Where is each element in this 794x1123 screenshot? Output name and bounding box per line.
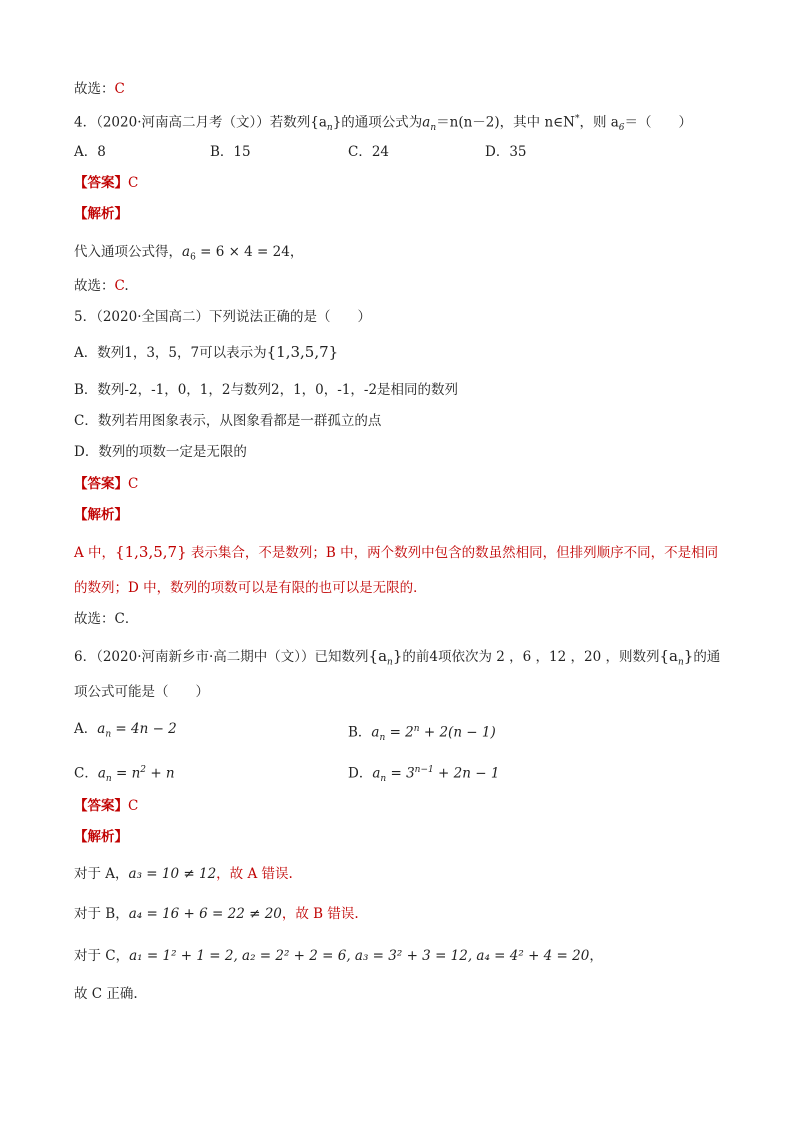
option-math-sub: n <box>105 774 112 785</box>
q3-conclusion <box>74 79 125 99</box>
q5-stem: 5．（2020·全国高二）下列说法正确的是（ ） <box>74 309 371 325</box>
q5-analysis-line-1 <box>74 542 718 563</box>
q5-option-d: D．数列的项数一定是无限的 <box>74 444 247 460</box>
q6-option-b <box>348 719 496 748</box>
conclusion-prefix: 故选： <box>74 81 115 97</box>
answer-value: C <box>128 798 139 814</box>
q6-analysis-line-1 <box>74 864 293 884</box>
option-math-sub: n <box>380 774 387 785</box>
q5-option-a <box>74 342 338 363</box>
q6-seq-close: } <box>392 647 403 665</box>
answer-tag: 【答案】 <box>74 175 128 191</box>
q4-analysis-tag: 【解析】 <box>74 206 128 222</box>
q4-option-c: C．24 <box>348 144 390 160</box>
q5-option-a-set: {1,3,5,7} <box>266 343 339 361</box>
analysis-text: 对于 B， <box>74 906 129 922</box>
analysis-end: ， <box>289 244 304 260</box>
q4-analysis <box>74 242 303 268</box>
q4-stem-sub: 6 <box>618 123 625 134</box>
answer-tag: 【答案】 <box>74 798 128 814</box>
q5-analysis-tag: 【解析】 <box>74 507 128 523</box>
option-math: a <box>97 765 106 782</box>
q5-analysis-line-2: 的数列；D 中，数列的项数可以是有限的也可以是无限的． <box>74 580 427 596</box>
analysis-math-rhs: = 6 × 4 = 24 <box>195 244 290 260</box>
q5-answer <box>74 474 138 494</box>
q4-stem-text: 4．（2020·河南高二月考（文））若数列 <box>74 114 311 131</box>
q6-seq-2-sub: n <box>677 657 684 668</box>
q6-seq: {a <box>368 647 388 665</box>
q6-analysis-line-3 <box>74 946 603 966</box>
analysis-text: 对于 C， <box>74 948 130 964</box>
q4-seq-close: } <box>332 114 342 131</box>
option-label: B． <box>348 724 372 741</box>
q6-stem-line-2: 项公式可能是（ ） <box>74 684 209 700</box>
answer-tag: 【答案】 <box>74 476 128 492</box>
q6-stem-text: 6．（2020·河南新乡市·高二期中（文））已知数列 <box>74 649 369 665</box>
conclusion-value: C <box>114 278 125 294</box>
analysis-text: 代入通项公式得， <box>74 244 182 260</box>
q4-seq: {a <box>310 114 327 131</box>
q6-analysis-line-4: 故 C 正确. <box>74 986 138 1002</box>
option-math: a <box>371 724 380 741</box>
conclusion-end: . <box>124 278 129 294</box>
q5-option-c: C．数列若用图象表示，从图象看都是一群孤立的点 <box>74 413 382 429</box>
q6-option-d <box>348 760 499 789</box>
option-math: a <box>97 721 106 737</box>
q4-option-a: A．8 <box>74 144 106 160</box>
q6-seq-2: {a <box>659 647 678 665</box>
q6-analysis-line-2 <box>74 904 359 924</box>
q6-option-c <box>74 760 175 789</box>
option-math-rhs-b: + n <box>146 765 175 782</box>
q4-option-b: B．15 <box>210 144 251 160</box>
option-math-rhs: = 2 <box>385 724 414 741</box>
option-math-rhs-b: + 2n − 1 <box>433 765 500 782</box>
q4-stem-text-c: ，则 a <box>579 114 619 131</box>
answer-value: C <box>128 175 139 191</box>
analysis-text-b: ，故 B 错误. <box>281 906 359 922</box>
q4-stem-text-b: 的通项公式为 <box>341 114 423 131</box>
q4-conclusion <box>74 276 129 296</box>
q4-stem <box>74 109 692 138</box>
analysis-math: a₁ = 1² + 1 = 2, a₂ = 2² + 2 = 6, a₃ = 3² + 3 = 12, a₄ = 4² + 4 = 20 <box>129 948 590 964</box>
q6-stem-text-b: 的前4项依次为 2 ，6 ，12 ，20 ，则数列 <box>402 649 660 665</box>
q6-option-a <box>74 719 177 745</box>
option-label: D． <box>348 765 373 782</box>
option-math-sub: n <box>379 733 386 744</box>
q4-stem-text-d: ＝（ ） <box>624 114 693 131</box>
q4-formula-rhs: ＝n(n－2)，其中 n∈N <box>436 114 575 131</box>
option-math-sup: n−1 <box>414 765 434 775</box>
conclusion-value: C <box>114 81 125 97</box>
option-math-rhs: = 3 <box>386 765 415 782</box>
q4-formula: a <box>422 114 431 131</box>
option-label: A． <box>74 721 98 737</box>
option-math-rhs: = 4n − 2 <box>111 721 177 737</box>
q6-seq-2-close: } <box>683 647 694 665</box>
q5-conclusion: 故选：C． <box>74 611 139 627</box>
q5-option-a-text: A．数列1，3，5，7可以表示为 <box>74 345 267 361</box>
option-math-sup: 2 <box>140 765 147 775</box>
q5-option-b: B．数列-2，-1，0，1，2与数列2，1，0，-1，-2是相同的数列 <box>74 382 459 398</box>
analysis-text-b: ， <box>589 948 603 964</box>
conclusion-prefix: 故选： <box>74 278 115 294</box>
option-math: a <box>372 765 381 782</box>
analysis-math: a₄ = 16 + 6 = 22 ≠ 20 <box>128 906 282 922</box>
q4-option-d: D．35 <box>485 144 527 160</box>
option-math-rhs-b: + 2(n − 1) <box>419 724 496 741</box>
option-label: C． <box>74 765 98 782</box>
q6-stem-line-1 <box>74 646 720 673</box>
analysis-text: 对于 A， <box>74 866 129 882</box>
q4-seq-sub: n <box>326 123 333 134</box>
option-math-rhs: = n <box>111 765 141 782</box>
analysis-math: a₃ = 10 ≠ 12 <box>128 866 217 882</box>
q4-answer <box>74 173 138 193</box>
q6-analysis-tag: 【解析】 <box>74 829 128 845</box>
q4-formula-sub: n <box>430 123 437 134</box>
analysis-text: A 中， <box>74 545 116 561</box>
analysis-text-b: 表示集合，不是数列；B 中，两个数列中包含的数虽然相同，但排列顺序不同，不是相同 <box>186 545 719 561</box>
analysis-math-sub: 6 <box>190 252 196 263</box>
q6-seq-sub: n <box>387 657 393 668</box>
answer-value: C <box>128 476 139 492</box>
option-math-sup: n <box>413 724 420 734</box>
q4-formula-sup: * <box>574 114 580 124</box>
q6-answer <box>74 796 138 816</box>
analysis-text-b: ，故 A 错误. <box>216 866 293 882</box>
q6-stem-text-c: 的通 <box>693 649 721 665</box>
option-math-sub: n <box>105 729 112 740</box>
analysis-math: a <box>182 244 191 260</box>
analysis-set: {1,3,5,7} <box>115 543 187 561</box>
